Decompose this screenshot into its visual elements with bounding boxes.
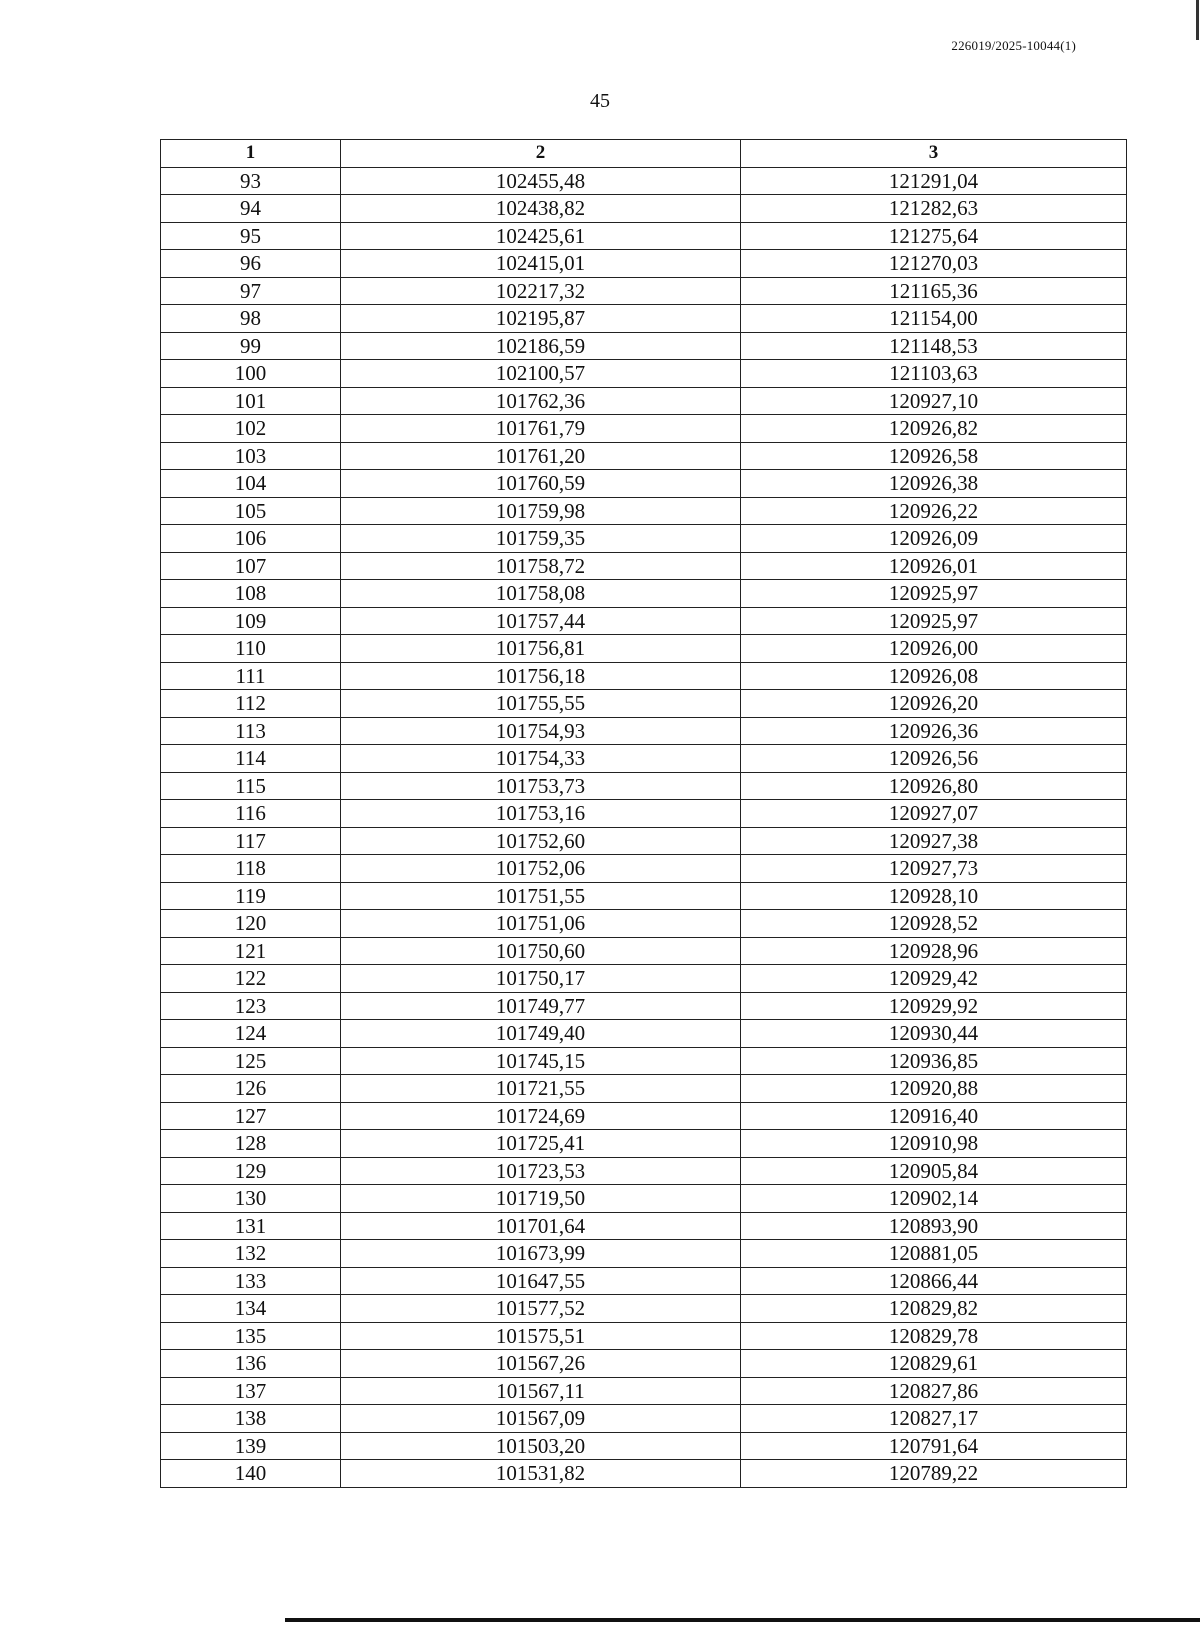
x-coordinate-cell: 101724,69 xyxy=(341,1102,741,1130)
table-row xyxy=(161,855,1127,883)
y-coordinate-cell: 120927,38 xyxy=(741,827,1127,855)
table-row xyxy=(161,442,1127,470)
table-row xyxy=(161,415,1127,443)
point-number-cell: 103 xyxy=(161,442,341,470)
x-coordinate-cell: 101701,64 xyxy=(341,1212,741,1240)
table-row xyxy=(161,1432,1127,1460)
y-coordinate-cell: 121291,04 xyxy=(741,167,1127,195)
x-coordinate-cell: 101761,79 xyxy=(341,415,741,443)
x-coordinate-cell: 101567,11 xyxy=(341,1377,741,1405)
y-coordinate-cell: 120827,17 xyxy=(741,1405,1127,1433)
table-row xyxy=(161,1460,1127,1488)
table-row xyxy=(161,195,1127,223)
table-row xyxy=(161,662,1127,690)
y-coordinate-cell: 120930,44 xyxy=(741,1020,1127,1048)
point-number-cell: 139 xyxy=(161,1432,341,1460)
table-row xyxy=(161,1212,1127,1240)
point-number-cell: 109 xyxy=(161,607,341,635)
table-row xyxy=(161,167,1127,195)
x-coordinate-cell: 102186,59 xyxy=(341,332,741,360)
y-coordinate-cell: 120866,44 xyxy=(741,1267,1127,1295)
x-coordinate-cell: 101531,82 xyxy=(341,1460,741,1488)
x-coordinate-cell: 101750,17 xyxy=(341,965,741,993)
point-number-cell: 133 xyxy=(161,1267,341,1295)
point-number-cell: 98 xyxy=(161,305,341,333)
y-coordinate-cell: 121275,64 xyxy=(741,222,1127,250)
point-number-cell: 97 xyxy=(161,277,341,305)
y-coordinate-cell: 120829,82 xyxy=(741,1295,1127,1323)
table-row xyxy=(161,772,1127,800)
x-coordinate-cell: 101575,51 xyxy=(341,1322,741,1350)
table-row xyxy=(161,222,1127,250)
table-row xyxy=(161,690,1127,718)
x-coordinate-cell: 101577,52 xyxy=(341,1295,741,1323)
x-coordinate-cell: 101762,36 xyxy=(341,387,741,415)
y-coordinate-cell: 120926,36 xyxy=(741,717,1127,745)
x-coordinate-cell: 101754,33 xyxy=(341,745,741,773)
x-coordinate-cell: 101750,60 xyxy=(341,937,741,965)
y-coordinate-cell: 120928,52 xyxy=(741,910,1127,938)
y-coordinate-cell: 120926,08 xyxy=(741,662,1127,690)
point-number-cell: 131 xyxy=(161,1212,341,1240)
y-coordinate-cell: 120902,14 xyxy=(741,1185,1127,1213)
x-coordinate-cell: 101719,50 xyxy=(341,1185,741,1213)
x-coordinate-cell: 101759,98 xyxy=(341,497,741,525)
y-coordinate-cell: 121165,36 xyxy=(741,277,1127,305)
table-row xyxy=(161,827,1127,855)
table-row xyxy=(161,360,1127,388)
x-coordinate-cell: 101758,72 xyxy=(341,552,741,580)
table-row xyxy=(161,992,1127,1020)
table-row xyxy=(161,497,1127,525)
x-coordinate-cell: 101753,16 xyxy=(341,800,741,828)
point-number-cell: 106 xyxy=(161,525,341,553)
y-coordinate-cell: 120936,85 xyxy=(741,1047,1127,1075)
table-header-row xyxy=(161,140,1127,168)
x-coordinate-cell: 101755,55 xyxy=(341,690,741,718)
scan-edge-mark xyxy=(1196,0,1199,40)
point-number-cell: 126 xyxy=(161,1075,341,1103)
table-row xyxy=(161,1405,1127,1433)
y-coordinate-cell: 121282,63 xyxy=(741,195,1127,223)
point-number-cell: 113 xyxy=(161,717,341,745)
y-coordinate-cell: 120829,61 xyxy=(741,1350,1127,1378)
point-number-cell: 129 xyxy=(161,1157,341,1185)
table-row xyxy=(161,1350,1127,1378)
point-number-cell: 93 xyxy=(161,167,341,195)
point-number-cell: 130 xyxy=(161,1185,341,1213)
table-row xyxy=(161,965,1127,993)
x-coordinate-cell: 102425,61 xyxy=(341,222,741,250)
column-header-3: 3 xyxy=(741,140,1127,168)
y-coordinate-cell: 120927,73 xyxy=(741,855,1127,883)
table-row xyxy=(161,1102,1127,1130)
point-number-cell: 96 xyxy=(161,250,341,278)
point-number-cell: 95 xyxy=(161,222,341,250)
x-coordinate-cell: 101761,20 xyxy=(341,442,741,470)
point-number-cell: 120 xyxy=(161,910,341,938)
table-row xyxy=(161,470,1127,498)
x-coordinate-cell: 102455,48 xyxy=(341,167,741,195)
point-number-cell: 140 xyxy=(161,1460,341,1488)
point-number-cell: 94 xyxy=(161,195,341,223)
y-coordinate-cell: 120929,92 xyxy=(741,992,1127,1020)
table-row xyxy=(161,1130,1127,1158)
y-coordinate-cell: 120925,97 xyxy=(741,580,1127,608)
point-number-cell: 102 xyxy=(161,415,341,443)
x-coordinate-cell: 101751,55 xyxy=(341,882,741,910)
x-coordinate-cell: 102415,01 xyxy=(341,250,741,278)
x-coordinate-cell: 101745,15 xyxy=(341,1047,741,1075)
y-coordinate-cell: 120827,86 xyxy=(741,1377,1127,1405)
x-coordinate-cell: 101567,09 xyxy=(341,1405,741,1433)
point-number-cell: 111 xyxy=(161,662,341,690)
bottom-scan-rule xyxy=(285,1618,1200,1622)
y-coordinate-cell: 120893,90 xyxy=(741,1212,1127,1240)
x-coordinate-cell: 101721,55 xyxy=(341,1075,741,1103)
table-row xyxy=(161,910,1127,938)
y-coordinate-cell: 120927,10 xyxy=(741,387,1127,415)
document-number: 226019/2025-10044(1) xyxy=(951,38,1076,53)
point-number-cell: 132 xyxy=(161,1240,341,1268)
y-coordinate-cell: 120926,00 xyxy=(741,635,1127,663)
x-coordinate-cell: 101752,06 xyxy=(341,855,741,883)
y-coordinate-cell: 120910,98 xyxy=(741,1130,1127,1158)
y-coordinate-cell: 120905,84 xyxy=(741,1157,1127,1185)
table-row xyxy=(161,552,1127,580)
x-coordinate-cell: 101752,60 xyxy=(341,827,741,855)
x-coordinate-cell: 101758,08 xyxy=(341,580,741,608)
x-coordinate-cell: 101673,99 xyxy=(341,1240,741,1268)
point-number-cell: 115 xyxy=(161,772,341,800)
point-number-cell: 99 xyxy=(161,332,341,360)
y-coordinate-cell: 120881,05 xyxy=(741,1240,1127,1268)
table-row xyxy=(161,387,1127,415)
point-number-cell: 134 xyxy=(161,1295,341,1323)
point-number-cell: 138 xyxy=(161,1405,341,1433)
point-number-cell: 104 xyxy=(161,470,341,498)
page-number: 45 xyxy=(590,90,610,112)
y-coordinate-cell: 120925,97 xyxy=(741,607,1127,635)
table-row xyxy=(161,332,1127,360)
x-coordinate-cell: 101749,77 xyxy=(341,992,741,1020)
y-coordinate-cell: 121270,03 xyxy=(741,250,1127,278)
x-coordinate-cell: 101756,81 xyxy=(341,635,741,663)
y-coordinate-cell: 120926,22 xyxy=(741,497,1127,525)
point-number-cell: 124 xyxy=(161,1020,341,1048)
x-coordinate-cell: 101723,53 xyxy=(341,1157,741,1185)
y-coordinate-cell: 120926,20 xyxy=(741,690,1127,718)
table-row xyxy=(161,1157,1127,1185)
x-coordinate-cell: 102195,87 xyxy=(341,305,741,333)
table-row xyxy=(161,1240,1127,1268)
y-coordinate-cell: 120829,78 xyxy=(741,1322,1127,1350)
table-row xyxy=(161,1185,1127,1213)
point-number-cell: 112 xyxy=(161,690,341,718)
table-row xyxy=(161,525,1127,553)
table-row xyxy=(161,745,1127,773)
y-coordinate-cell: 120928,10 xyxy=(741,882,1127,910)
y-coordinate-cell: 120927,07 xyxy=(741,800,1127,828)
point-number-cell: 107 xyxy=(161,552,341,580)
point-number-cell: 127 xyxy=(161,1102,341,1130)
x-coordinate-cell: 101753,73 xyxy=(341,772,741,800)
table-row xyxy=(161,607,1127,635)
point-number-cell: 100 xyxy=(161,360,341,388)
x-coordinate-cell: 101760,59 xyxy=(341,470,741,498)
x-coordinate-cell: 102100,57 xyxy=(341,360,741,388)
point-number-cell: 117 xyxy=(161,827,341,855)
table-row xyxy=(161,882,1127,910)
y-coordinate-cell: 120789,22 xyxy=(741,1460,1127,1488)
y-coordinate-cell: 121148,53 xyxy=(741,332,1127,360)
point-number-cell: 125 xyxy=(161,1047,341,1075)
point-number-cell: 116 xyxy=(161,800,341,828)
point-number-cell: 121 xyxy=(161,937,341,965)
x-coordinate-cell: 101751,06 xyxy=(341,910,741,938)
table-row xyxy=(161,717,1127,745)
point-number-cell: 135 xyxy=(161,1322,341,1350)
point-number-cell: 137 xyxy=(161,1377,341,1405)
table-row xyxy=(161,1377,1127,1405)
y-coordinate-cell: 120926,01 xyxy=(741,552,1127,580)
table-row xyxy=(161,1267,1127,1295)
y-coordinate-cell: 120920,88 xyxy=(741,1075,1127,1103)
x-coordinate-cell: 101503,20 xyxy=(341,1432,741,1460)
x-coordinate-cell: 101757,44 xyxy=(341,607,741,635)
x-coordinate-cell: 102438,82 xyxy=(341,195,741,223)
y-coordinate-cell: 120791,64 xyxy=(741,1432,1127,1460)
y-coordinate-cell: 120928,96 xyxy=(741,937,1127,965)
table-row xyxy=(161,1020,1127,1048)
point-number-cell: 122 xyxy=(161,965,341,993)
table-row xyxy=(161,1075,1127,1103)
table-row xyxy=(161,305,1127,333)
table-row xyxy=(161,580,1127,608)
x-coordinate-cell: 101749,40 xyxy=(341,1020,741,1048)
y-coordinate-cell: 120926,58 xyxy=(741,442,1127,470)
point-number-cell: 123 xyxy=(161,992,341,1020)
point-number-cell: 110 xyxy=(161,635,341,663)
x-coordinate-cell: 101647,55 xyxy=(341,1267,741,1295)
x-coordinate-cell: 101725,41 xyxy=(341,1130,741,1158)
y-coordinate-cell: 120926,80 xyxy=(741,772,1127,800)
y-coordinate-cell: 121103,63 xyxy=(741,360,1127,388)
x-coordinate-cell: 101756,18 xyxy=(341,662,741,690)
point-number-cell: 108 xyxy=(161,580,341,608)
table-row xyxy=(161,1322,1127,1350)
y-coordinate-cell: 121154,00 xyxy=(741,305,1127,333)
point-number-cell: 118 xyxy=(161,855,341,883)
y-coordinate-cell: 120926,82 xyxy=(741,415,1127,443)
y-coordinate-cell: 120926,38 xyxy=(741,470,1127,498)
table-row xyxy=(161,635,1127,663)
y-coordinate-cell: 120926,09 xyxy=(741,525,1127,553)
table-row xyxy=(161,1295,1127,1323)
x-coordinate-cell: 101754,93 xyxy=(341,717,741,745)
table-row xyxy=(161,277,1127,305)
point-number-cell: 136 xyxy=(161,1350,341,1378)
point-number-cell: 105 xyxy=(161,497,341,525)
column-header-2: 2 xyxy=(341,140,741,168)
point-number-cell: 114 xyxy=(161,745,341,773)
table-row xyxy=(161,800,1127,828)
column-header-1: 1 xyxy=(161,140,341,168)
table-body xyxy=(161,167,1127,1487)
x-coordinate-cell: 101567,26 xyxy=(341,1350,741,1378)
point-number-cell: 128 xyxy=(161,1130,341,1158)
x-coordinate-cell: 102217,32 xyxy=(341,277,741,305)
table-row xyxy=(161,937,1127,965)
point-number-cell: 119 xyxy=(161,882,341,910)
y-coordinate-cell: 120926,56 xyxy=(741,745,1127,773)
x-coordinate-cell: 101759,35 xyxy=(341,525,741,553)
y-coordinate-cell: 120929,42 xyxy=(741,965,1127,993)
table-row xyxy=(161,1047,1127,1075)
y-coordinate-cell: 120916,40 xyxy=(741,1102,1127,1130)
point-number-cell: 101 xyxy=(161,387,341,415)
table-row xyxy=(161,250,1127,278)
coordinates-table xyxy=(160,139,1127,1488)
